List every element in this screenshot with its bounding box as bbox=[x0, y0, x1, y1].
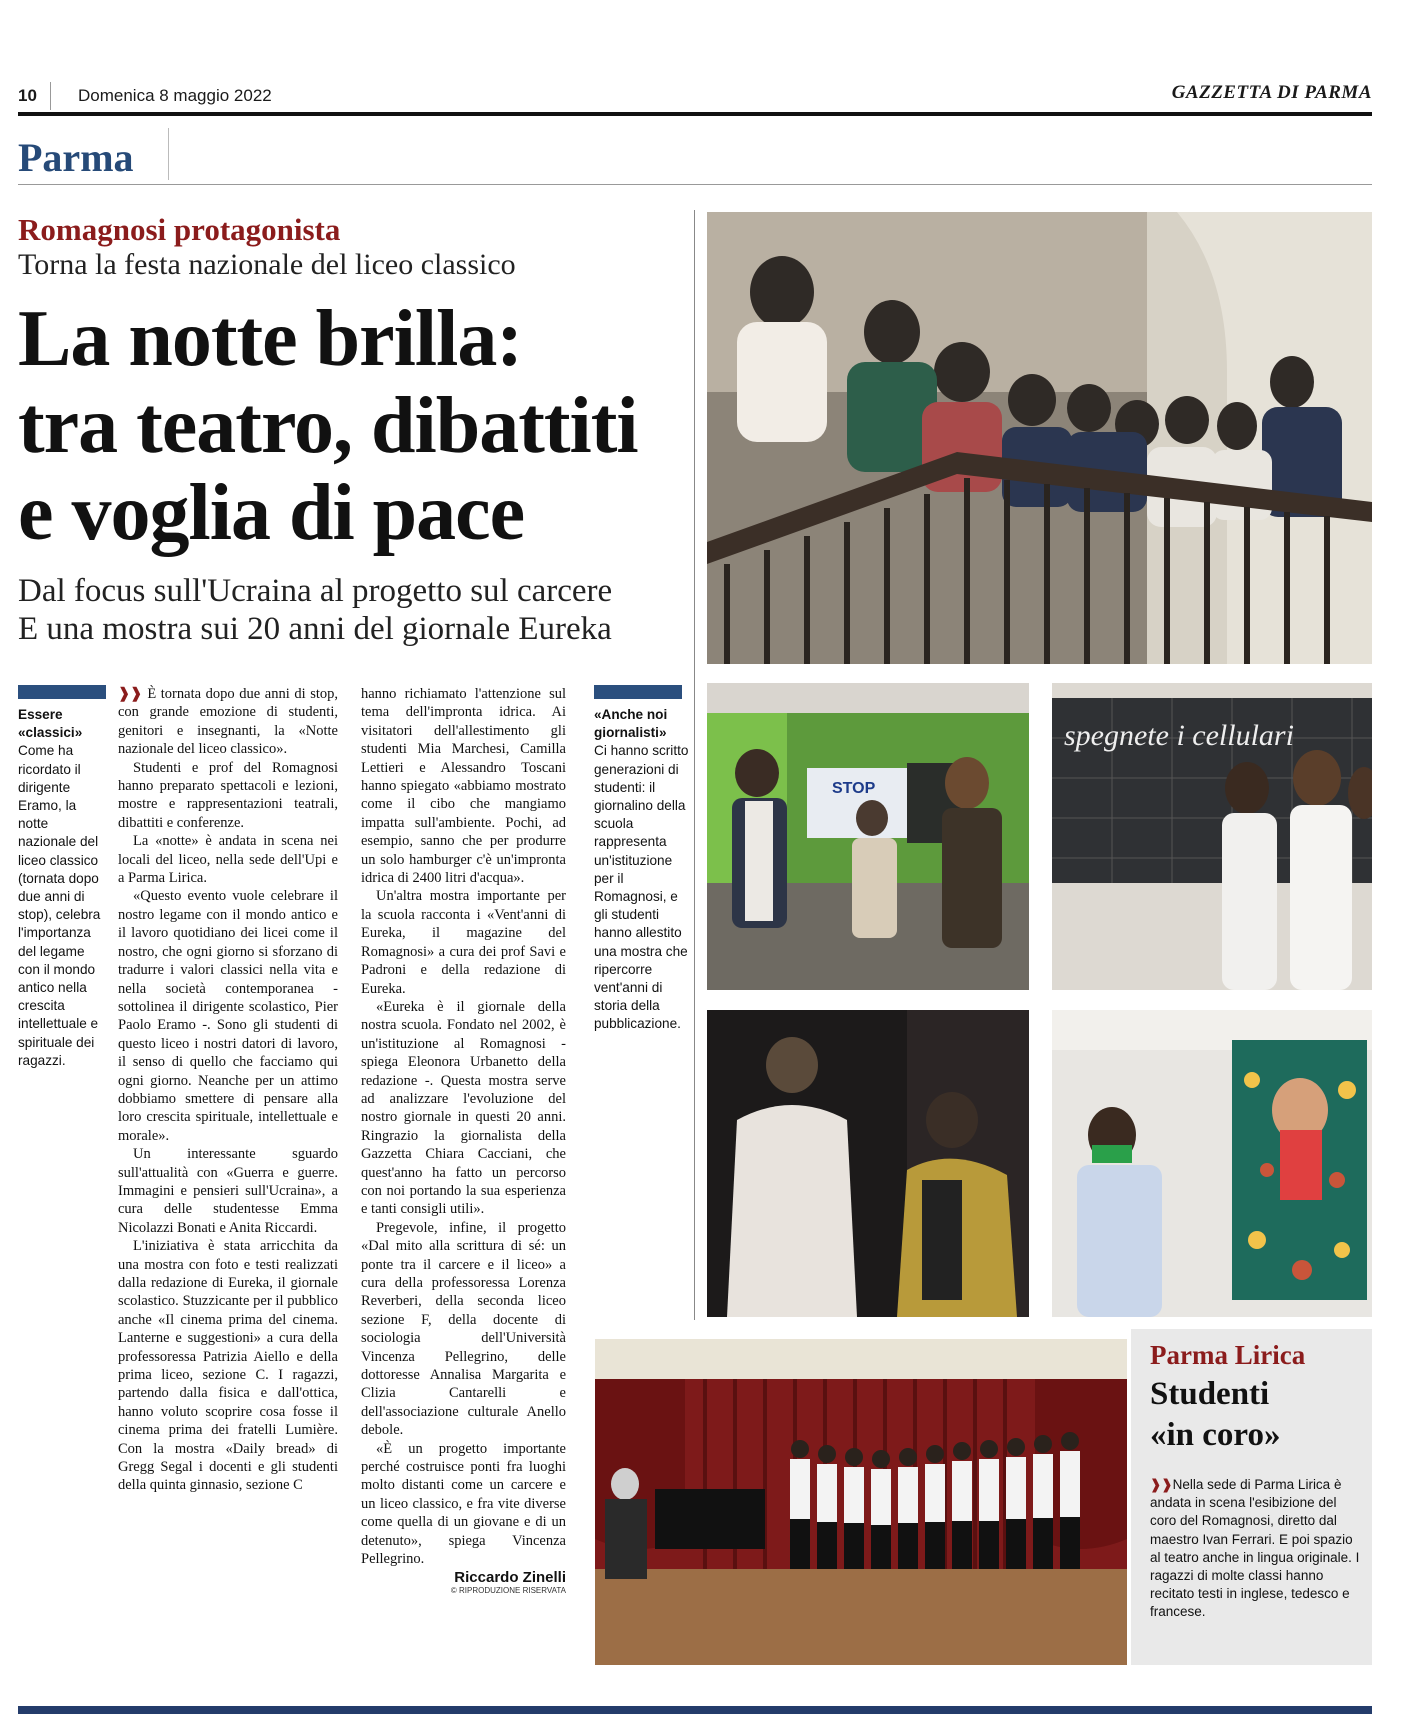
article-headline bbox=[18, 296, 688, 557]
box-text: ❱❱Nella sede di Parma Lirica è andata in scena l'esibizione del coro del Romagnosi, diretto dal maestro Ivan Ferrari. E poi spazio al teatro anche in lingua originale. I ragazzi di molte classi hanno recitato testi in inglese, tedesco e francese. bbox=[1150, 1477, 1360, 1620]
box-kicker: Parma Lirica bbox=[1150, 1340, 1306, 1370]
page-number: 10 bbox=[18, 86, 37, 105]
article-column-1 bbox=[118, 685, 338, 1495]
sidebar-left-title: Essere bbox=[18, 707, 63, 722]
photo-theatre-performance bbox=[707, 1010, 1029, 1317]
sidebar-left-title: «classici» bbox=[18, 725, 83, 741]
paragraph: L'iniziativa è stata arricchita da una mostra con foto e testi realizzati dalla redazione di Eureka, il giornale scolastico. Stuzzicante per il pubblico anche «Il cinema prima del cinema. Lanterne e suggestioni» a cura della professoressa Patrizia Aiello e della prima liceo, sezione C. I ragazzi, partendo dalla fisica e dall'ottica, hanno voluto scoprire cosa fosse il cinema prima dei fratelli Lumière. Con la mostra «Daily bread» di Gregg Segal i docenti e gli studenti della quinta ginnasio, sezione C bbox=[118, 1238, 338, 1494]
paragraph: Pregevole, infine, il progetto «Dal mito alla scrittura di sé: un ponte tra il carcere e il liceo» a cura della professoressa Lorenza Reverberi, della seconda liceo sezione F, della docente di sociologia dell'Università Vincenza Pellegrino, delle dottoresse Annalisa Margarita e Clizia Cantarelli e dell'associazione culturale Anello debole. bbox=[361, 1219, 566, 1439]
lead-arrow-icon: ❱❱ bbox=[118, 686, 148, 702]
paragraph: La «notte» è andata in scena nei locali del liceo, nella sede dell'Upi e a Parma Lirica. bbox=[118, 833, 338, 887]
header-separator bbox=[50, 82, 51, 110]
sidebar-right-text: Ci hanno scritto generazioni di studenti: il giornalino della scuola rappresenta un'istituzione per il Romagnosi, e gli studenti hanno allestito una mostra che ripercorre vent'anni di storia della pubblicazione. bbox=[594, 743, 689, 1032]
article-overline: Torna la festa nazionale del liceo classico bbox=[18, 248, 516, 281]
lead-arrow-icon: ❱❱ bbox=[1150, 1477, 1173, 1492]
sidebar-right-bar bbox=[594, 685, 682, 699]
sidebar-left bbox=[18, 706, 108, 1070]
box-title-line: Studenti bbox=[1150, 1376, 1270, 1412]
header-rule bbox=[18, 112, 1372, 116]
paragraph: Un interessante sguardo sull'attualità con «Guerra e guerre. Immagini e pensieri sull'Ucraina», a cura delle studentesse Emma Nicolazzi Bonati e Anita Riccardi. bbox=[118, 1146, 338, 1236]
subhead-line: E una mostra sui 20 anni del giornale Eureka bbox=[18, 611, 612, 647]
chalkboard-text: spegnete i cellulari bbox=[1064, 719, 1294, 752]
photo-chalkboard-students bbox=[1052, 683, 1372, 990]
paragraph: Un'altra mostra importante per la scuola racconta i «Vent'anni di Eureka, il magazine del Romagnosi» a cura dei prof Savi e Padroni e della redazione di Eureka. bbox=[361, 888, 566, 997]
sidebar-left-text: Come ha ricordato il dirigente Eramo, la notte nazionale del liceo classico (tornata dopo due anni di stop), celebra l'importanza del legame con il mondo antico nella crescita intellettuale e spirituale dei ragazzi. bbox=[18, 743, 101, 1068]
paragraph: «È un progetto importante perché costruisce ponti fra luoghi molto distanti come un carcere e un liceo classico, e fra vite diverse come quella di un giovane e di un detenuto», spiega Vincenza Pellegrino. bbox=[361, 1440, 566, 1568]
subhead-line: Dal focus sull'Ucraina al progetto sul carcere bbox=[18, 573, 613, 609]
bottom-rule bbox=[18, 1706, 1372, 1714]
masthead: GAZZETTA DI PARMA bbox=[1171, 82, 1372, 103]
paragraph: hanno richiamato l'attenzione sul tema dell'impronta idrica. Ai visitatori dell'allestimento gli studenti Mia Marchesi, Camilla Lettieri e Alessandro Toscani hanno spiegato «abbiamo mostrato come il cibo che mangiamo impatta sull'ambiente. Pochi, ad esempio, sanno che per produrre un solo hamburger c'è un'impronta idrica di 2400 litri d'acqua». bbox=[361, 686, 566, 887]
poster-text: STOP bbox=[832, 780, 876, 797]
photo-choir-parma-lirica bbox=[595, 1339, 1127, 1665]
photo-daily-bread-artwork bbox=[1052, 1010, 1372, 1317]
section-separator bbox=[168, 128, 169, 180]
paragraph: «Questo evento vuole celebrare il nostro legame con il mondo antico e il lavoro quotidiano dei licei come il nostro, che ogni giorno si sforzano di tradurre i valori classici nella vita e nella società contemporanea - sottolinea il dirigente scolastico, Pier Paolo Eramo -. Sono gli studenti di questo liceo i nostri datori di lavoro, il senso di quello che facciamo qui ogni giorno. Neanche per un attimo dobbiamo smettere di pensare alla loro crescita spirituale, intellettuale e morale». bbox=[118, 888, 338, 1144]
paragraph: Studenti e prof del Romagnosi hanno preparato spettacoli e lezioni, mostre e rappresentazioni teatrali, dibattiti e conferenze. bbox=[118, 759, 338, 831]
sidebar-left-bar bbox=[18, 685, 106, 699]
article-kicker: Romagnosi protagonista bbox=[18, 212, 341, 247]
photo-students-staircase bbox=[707, 212, 1372, 664]
paragraph: ❱❱ È tornata dopo due anni di stop, con grande emozione di studenti, genitori e insegnanti, la «Notte nazionale del liceo classico». bbox=[118, 686, 339, 758]
section-rule bbox=[18, 184, 1372, 185]
copyright: © RIPRODUZIONE RISERVATA bbox=[450, 1585, 566, 1595]
sidebar-right-title: «Anche noi bbox=[594, 707, 668, 722]
sidebar-right bbox=[594, 706, 692, 1034]
column-rule bbox=[694, 210, 695, 1320]
photo-classroom-poster bbox=[707, 683, 1029, 990]
box-title bbox=[1150, 1374, 1280, 1456]
article-column-2 bbox=[361, 685, 566, 1595]
article-subhead bbox=[18, 572, 698, 648]
issue-date: Domenica 8 maggio 2022 bbox=[78, 86, 272, 105]
byline: Riccardo Zinelli bbox=[454, 1568, 566, 1586]
box-title-line: «in coro» bbox=[1150, 1417, 1281, 1453]
section-title: Parma bbox=[18, 135, 134, 180]
sidebar-right-title: giornalisti» bbox=[594, 725, 667, 741]
paragraph: «Eureka è il giornale della nostra scuola. Fondato nel 2002, è un'istituzione al Romagnosi - spiega Eleonora Urbanetto della redazione -. Questa mostra serve ad analizzare l'evoluzione del nostro giornale in questi 20 anni. Ringrazio la giornalista della Gazzetta Chiara Cacciani, che quest'anno ha fatto un percorso con noi portando la sua esperienza e tanti consigli utili». bbox=[361, 998, 566, 1218]
headline-line: La notte brilla: bbox=[18, 295, 522, 383]
headline-line: e voglia di pace bbox=[18, 469, 525, 557]
headline-line: tra teatro, dibattiti bbox=[18, 382, 638, 470]
